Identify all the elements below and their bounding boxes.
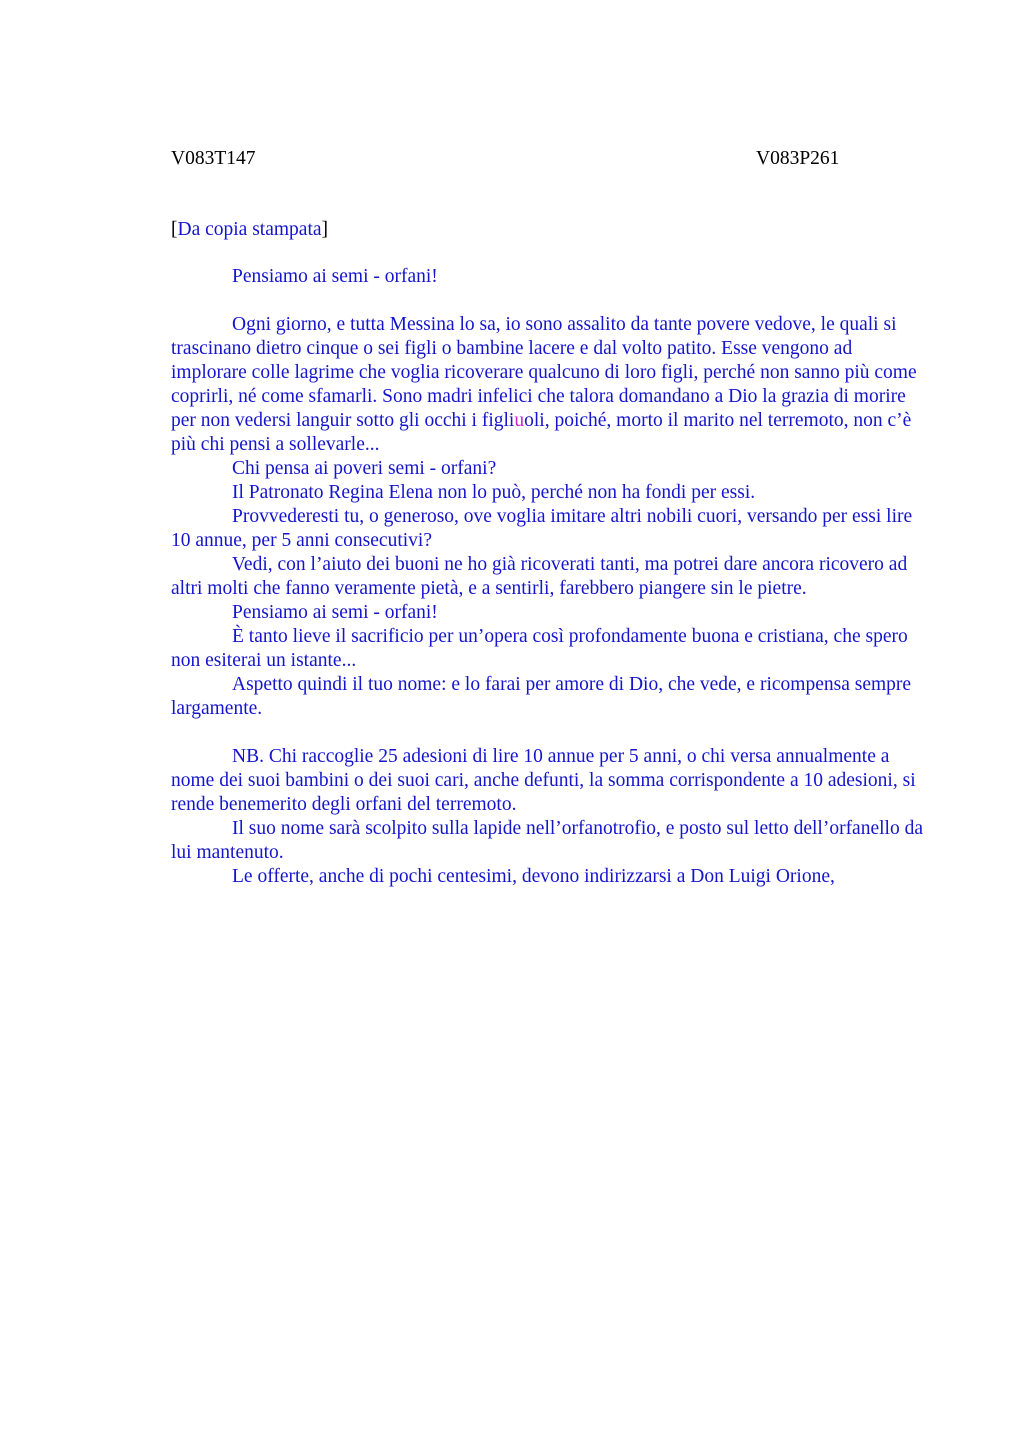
paragraph-question: Chi pensa ai poveri semi - orfani? [232, 458, 497, 479]
volume-code-left: V083T147 [171, 148, 256, 169]
source-note-text: Da copia stampata [177, 219, 322, 240]
paragraph-patronato: Il Patronato Regina Elena non lo può, perché non ha fondi per essi. [232, 482, 756, 503]
paragraph-widows [171, 313, 931, 457]
paragraph-closing: Aspetto quindi il tuo nome: e lo farai per amore di Dio, che vede, e ricompensa sempre largamente. [171, 674, 912, 719]
source-note [171, 218, 328, 242]
paragraph-widows-end: oli, poiché, morto il marito nel terremoto, non c’è più chi pensi a sollevarle... [171, 410, 912, 455]
highlighted-letter: u [514, 410, 525, 431]
letter-title: Pensiamo ai semi - orfani! [232, 266, 438, 287]
page-code-right: V083P261 [756, 148, 840, 169]
open-bracket: [ [171, 219, 178, 240]
note-adhesions: NB. Chi raccoglie 25 adesioni di lire 10 annue per 5 anni, o chi versa annualmente a nome dei suoi bambini o dei suoi cari, anche defunti, la somma corrispondente a 10 adesioni, si rende benemerito degli orfani del terremoto. [171, 746, 916, 815]
paragraph-widows-start: Ogni giorno, e tutta Messina lo sa, io sono assalito da tante povere vedove, le quali si trascinano dietro cinque o sei figli o bambine lacere e dal volto patito. Esse vengono ad implorare colle lagrime che voglia ricoverare qualcuno di loro figli, perché non sanno più come coprirli, né come sfamarli. Sono madri infelici che talora domandano a Dio la grazia di morire per non vedersi languir sotto gli occhi i figli [171, 314, 917, 431]
paragraph-appeal: Provvederesti tu, o generoso, ove voglia imitare altri nobili cuori, versando per essi lire 10 annue, per 5 anni consecutivi? [171, 506, 913, 551]
note-plaque: Il suo nome sarà scolpito sulla lapide nell’orfanotrofio, e posto sul letto dell’orfanello da lui mantenuto. [171, 818, 923, 863]
close-bracket: ] [321, 219, 329, 240]
paragraph-refrain: Pensiamo ai semi - orfani! [232, 602, 438, 623]
paragraph-sacrifice: È tanto lieve il sacrificio per un’opera così profondamente buona e cristiana, che spero non esiterai un istante... [171, 626, 908, 671]
paragraph-shelter: Vedi, con l’aiuto dei buoni ne ho già ricoverati tanti, ma potrei dare ancora ricovero ad altri molti che fanno veramente pietà, e a sentirli, farebbero piangere sin le pietre. [171, 554, 908, 599]
letter-body [171, 265, 931, 889]
note-offerings: Le offerte, anche di pochi centesimi, devono indirizzarsi a Don Luigi Orione, [232, 866, 835, 887]
